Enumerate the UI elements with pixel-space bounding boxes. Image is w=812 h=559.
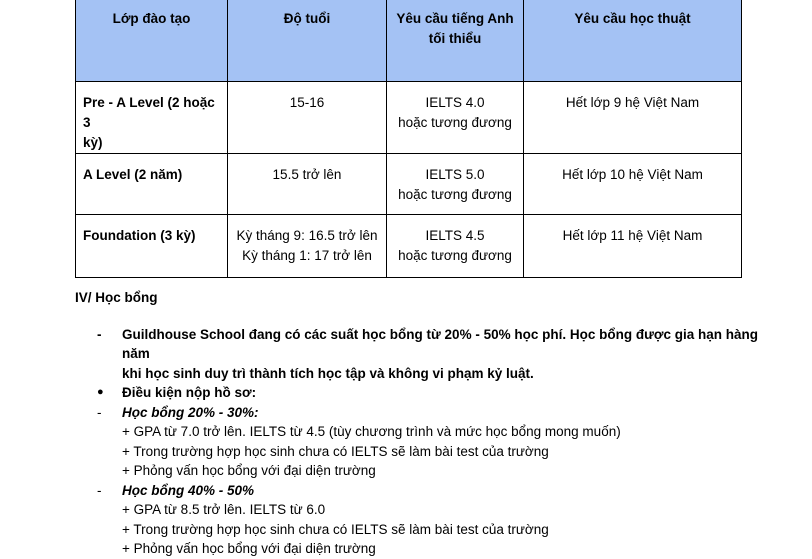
list-item: ● Điều kiện nộp hồ sơ: [75,383,775,403]
header-academic: Yêu cầu học thuật [524,0,742,82]
header-age: Độ tuổi [228,0,387,82]
requirements-table [75,0,742,278]
dash-marker: - [97,404,102,420]
table-header-row [76,0,742,82]
table-row [76,82,742,154]
cell-academic: Hết lớp 11 hệ Việt Nam [524,215,742,278]
cell-english: IELTS 4.0 hoặc tương đương [387,82,524,154]
dash-marker: - [97,482,102,498]
cell-age: Kỳ tháng 9: 16.5 trở lên Kỳ tháng 1: 17 trở lên [228,215,387,278]
header-program: Lớp đào tạo [76,0,228,82]
list-item: - Học bổng 40% - 50% [75,481,775,501]
list-item: - Guildhouse School đang có các suất học bổng từ 20% - 50% học phí. Học bổng được gia hạn hàng năm khi học sinh duy trì thành tích học tập và không vi phạm kỷ luật. [97,326,758,381]
cell-age: 15.5 trở lên [228,154,387,215]
list-item: - Học bổng 20% - 30%: [75,403,775,423]
cell-program: Pre - A Level (2 hoặc 3 kỳ) [76,82,228,154]
cell-academic: Hết lớp 9 hệ Việt Nam [524,82,742,154]
table-row [76,215,742,278]
bullet-marker: ● [97,386,104,398]
cell-academic: Hết lớp 10 hệ Việt Nam [524,154,742,215]
table-row [76,154,742,215]
cell-program: Foundation (3 kỳ) [76,215,228,278]
header-english: Yêu cầu tiếng Anh tối thiểu [387,0,524,82]
list-item: + GPA từ 8.5 trở lên. IELTS từ 6.0 + Trong trường hợp học sinh chưa có IELTS sẽ làm bài test của trường + Phỏng vấn học bổng với đại diện trường [122,502,549,556]
cell-program: A Level (2 năm) [76,154,228,215]
cell-english: IELTS 5.0 hoặc tương đương [387,154,524,215]
dash-marker: - [97,326,102,342]
scholarship-section [75,288,775,559]
cell-age: 15-16 [228,82,387,154]
list-item: + GPA từ 7.0 trở lên. IELTS từ 4.5 (tùy chương trình và mức học bổng mong muốn) + Trong trường hợp học sinh chưa có IELTS sẽ làm bài test của trường + Phỏng vấn học bổng với đại diện trường [122,424,621,478]
cell-english: IELTS 4.5 hoặc tương đương [387,215,524,278]
section-title: IV/ Học bổng [75,290,158,305]
